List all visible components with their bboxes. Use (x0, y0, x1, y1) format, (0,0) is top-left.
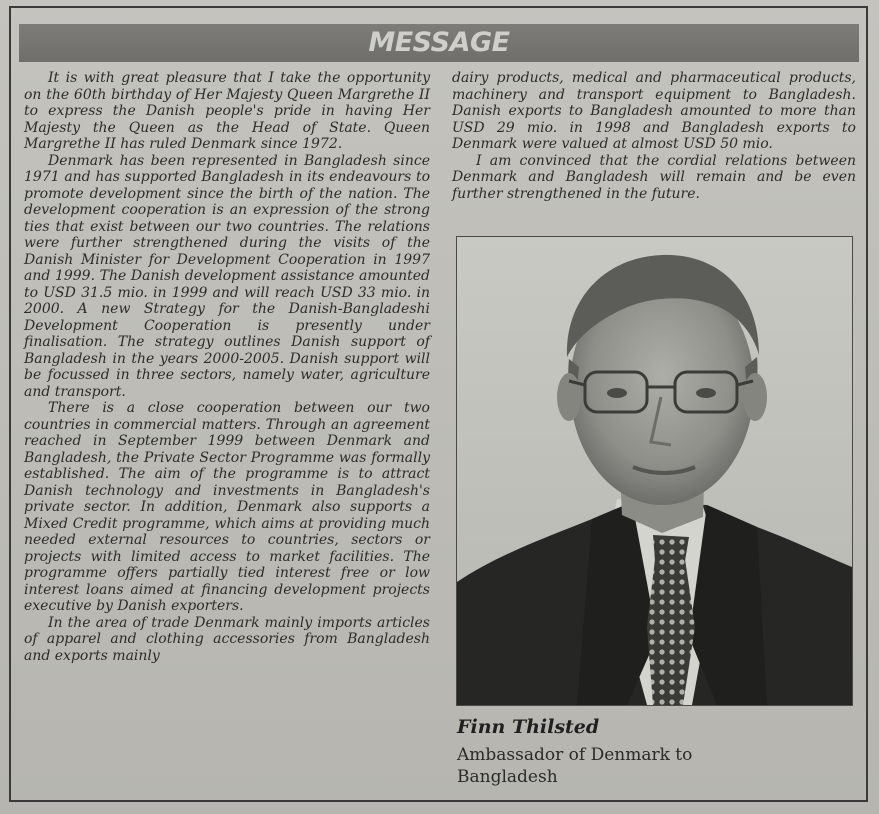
right-column (452, 70, 856, 202)
left-column (24, 70, 430, 664)
portrait-image (457, 237, 852, 705)
paragraph-commerce: There is a close cooperation between our two countries in commercial matters. Through an agreement reached in September 1999 between Denmark and Bangladesh, the Private Sector Programme was formally established. The aim of the programme is to attract Danish technology and investments in Bangladesh's private sector. In addition, Denmark also supports a Mixed Credit programme, which aims at providing much needed external resources to countries, sectors or projects with limited access to market facilities. The programme offers partially tied interest free or low interest loans aimed at financing development projects executive by Danish exporters. (24, 400, 430, 614)
page-title: MESSAGE (368, 27, 510, 58)
ambassador-title: Ambassador of Denmark to Bangladesh (457, 745, 693, 787)
ambassador-name: Finn Thilsted (457, 716, 600, 738)
paragraph-trade: In the area of trade Denmark mainly imports articles of apparel and clothing accessories from Bangladesh and exports mainly (24, 614, 430, 664)
ambassador-portrait (456, 236, 853, 706)
paragraph-trade-continued: dairy products, medical and pharmaceutical products, machinery and transport equipment to Bangladesh. Danish exports to Bangladesh amounted to more than USD 29 mio. in 1998 and Bangladesh exports to Denmark were valued at almost USD 50 mio. (452, 70, 856, 152)
paragraph-closing: I am convinced that the cordial relations between Denmark and Bangladesh will remain and be even further strengthened in the future. (452, 152, 856, 202)
paragraph-development: Denmark has been represented in Bangladesh since 1971 and has supported Bangladesh in its endeavours to promote development since the birth of the nation. The development cooperation is an expression of the strong ties that exist between our two countries. The relations were further strengthened during the visits of the Danish Minister for Development Cooperation in 1997 and 1999. The Danish development assistance amounted to USD 31.5 mio. in 1999 and will reach USD 33 mio. in 2000. A new Strategy for the Danish-Bangladeshi Development Cooperation is presently under finalisation. The strategy outlines Danish support of Bangladesh in the years 2000-2005. Danish support will be focussed in three sectors, namely water, agriculture and transport. (24, 152, 430, 400)
paragraph-intro: It is with great pleasure that I take the opportunity on the 60th birthday of Her Majesty Queen Margrethe II to express the Danish people's pride in having Her Majesty the Queen as the Head of State. Queen Margrethe II has ruled Denmark since 1972. (24, 70, 430, 152)
header-banner (19, 24, 859, 62)
